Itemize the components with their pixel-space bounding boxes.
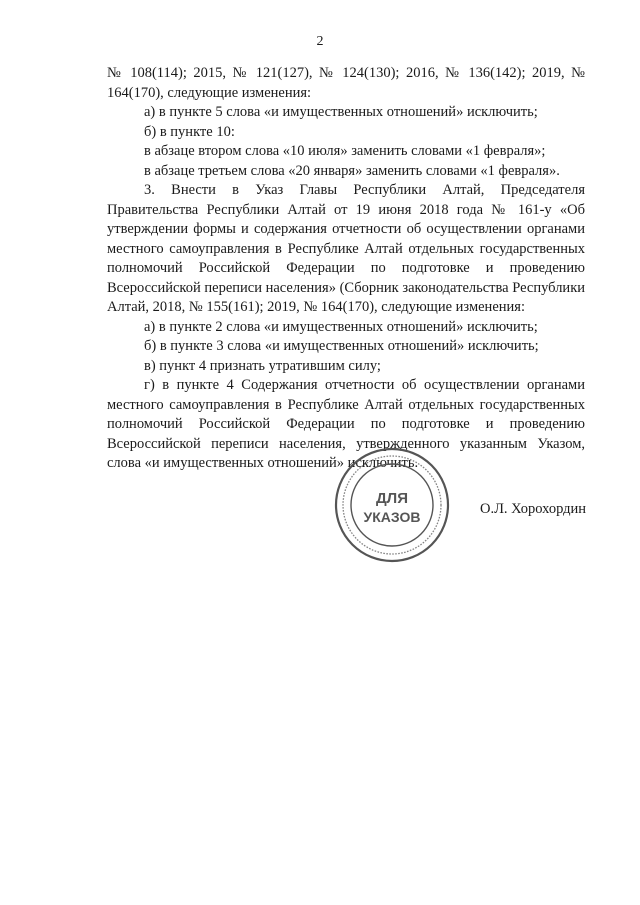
- official-stamp-seal: [333, 446, 451, 564]
- paragraph-item-b-1: в абзаце втором слова «10 июля» заменить словами «1 февраля»;: [144, 143, 546, 159]
- paragraph-item-v: в) пункт 4 признать утратившим силу;: [144, 357, 381, 374]
- paragraph-item-b-2: в абзаце третьем слова «20 января» заменить словами «1 февраля».: [144, 162, 560, 179]
- paragraph-item-b: б) в пункте 10:: [144, 123, 235, 140]
- paragraph-section-3: 3. Внести в Указ Главы Республики Алтай, Председателя Правительства Республики Алтай от 19 июня 2018 года № 161-у «Об утверждении формы и содержания отчетности об осуществлении органами местного самоуправления в Республике Алтай отдельных государственных полномочий Российской Федерации по подготовке и проведению Всероссийской переписи населения» (Сборник законодательства Республики Алтай, 2018, № 155(161); 2019, № 164(170), следующие изменения:: [107, 182, 585, 315]
- paragraph-item-g: г) в пункте 4 Содержания отчетности об осуществлении органами местного самоуправления в Республике Алтай отдельных государственных полномочий Российской Федерации по подготовке и проведению Всероссийской переписи населения, утвержденного указанным Указом, слова «и имущественных отношений» исключить.: [107, 377, 585, 471]
- paragraph-item-a: а) в пункте 5 слова «и имущественных отношений» исключить;: [144, 104, 538, 120]
- paragraph-item-a: а) в пункте 2 слова «и имущественных отношений» исключить;: [144, 318, 538, 335]
- signatory-name: О.Л. Хорохордин: [480, 501, 587, 517]
- paragraph-item-b: б) в пункте 3 слова «и имущественных отношений» исключить;: [144, 338, 539, 354]
- page-number: 2: [316, 34, 324, 49]
- document-body: [107, 64, 585, 474]
- stamp-text-line2: УКАЗОВ: [363, 509, 421, 525]
- stamp-text-line1: ДЛЯ: [376, 490, 408, 507]
- paragraph-continuation: № 108(114); 2015, № 121(127), № 124(130); 2016, № 136(142); 2019, № 164(170), следующие изменения:: [107, 65, 585, 101]
